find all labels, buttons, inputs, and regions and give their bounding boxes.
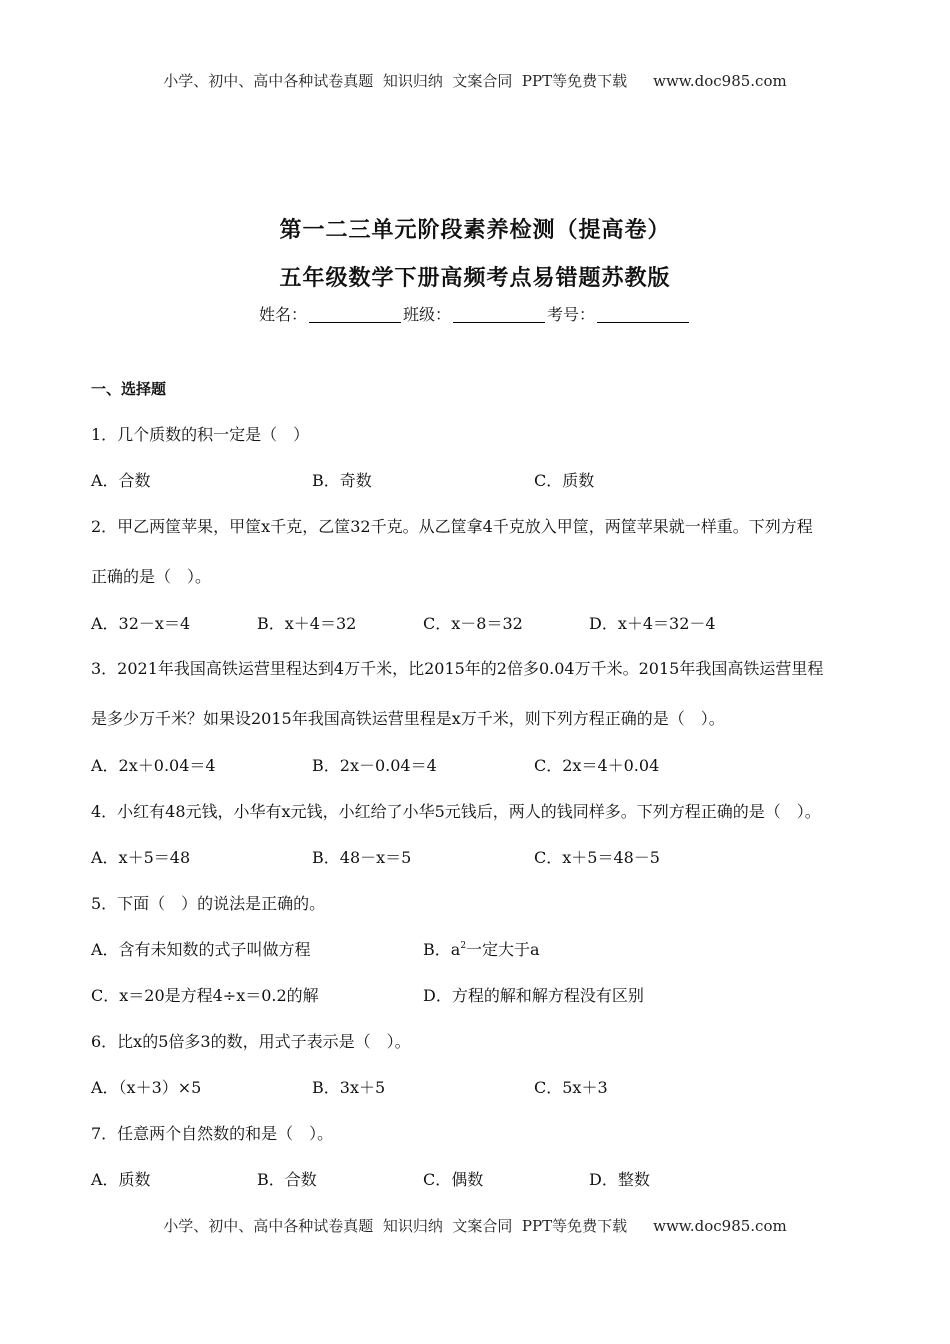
question-6-stem: 6．比x的5倍多3的数，用式子表示是（ ）。 — [91, 1032, 411, 1051]
page-header — [0, 70, 950, 91]
question-3-option-a: A．2x＋0.04＝4 — [91, 756, 216, 775]
question-2-option-b: B．x＋4＝32 — [257, 614, 357, 633]
name-label: 姓名： — [258, 305, 307, 324]
header-site-link[interactable]: www.doc985.com — [653, 72, 787, 90]
question-2-stem-line2: 正确的是（ ）。 — [91, 567, 212, 586]
question-6-option-a: A．（x＋3）×5 — [91, 1078, 202, 1097]
question-2-option-c: C．x－8＝32 — [423, 614, 523, 633]
exam-number-blank[interactable] — [597, 306, 689, 323]
class-blank[interactable] — [453, 306, 545, 323]
question-1-option-a: A．合数 — [91, 471, 151, 490]
question-7-option-b: B．合数 — [257, 1170, 317, 1189]
question-5-option-a: A．含有未知数的式子叫做方程 — [91, 940, 311, 959]
option-b-exponent: 2 — [460, 941, 467, 951]
question-3-stem-line2: 是多少万千米？如果设2015年我国高铁运营里程是x万千米，则下列方程正确的是（ ）。 — [91, 709, 725, 728]
question-3-option-b: B．2x－0.04＝4 — [312, 756, 437, 775]
question-6-option-b: B．3x＋5 — [312, 1078, 386, 1097]
question-7-option-d: D．整数 — [589, 1170, 650, 1189]
question-7-option-a: A．质数 — [91, 1170, 151, 1189]
footer-text: 小学、初中、高中各种试卷真题 知识归纳 文案合同 PPT等免费下载 — [163, 1217, 628, 1235]
question-4-option-a: A．x＋5＝48 — [91, 848, 191, 867]
question-3-stem-line1: 3．2021年我国高铁运营里程达到4万千米，比2015年的2倍多0.04万千米。2015年我国高铁运营里程 — [91, 659, 824, 678]
section-heading: 一、选择题 — [91, 380, 167, 398]
exam-title: 第一二三单元阶段素养检测（提高卷） — [279, 218, 671, 243]
question-7-option-c: C．偶数 — [423, 1170, 484, 1189]
exam-subtitle: 五年级数学下册高频考点易错题苏教版 — [279, 266, 671, 291]
class-label: 班级： — [402, 305, 451, 324]
question-2-option-a: A．32－x＝4 — [91, 614, 191, 633]
question-4-option-c: C．x＋5＝48－5 — [534, 848, 660, 867]
question-5-option-d: D．方程的解和解方程没有区别 — [423, 986, 644, 1005]
question-2-stem-line1: 2．甲乙两筐苹果，甲筐x千克，乙筐32千克。从乙筐拿4千克放入甲筐，两筐苹果就一样重。下列方程 — [91, 517, 813, 536]
exam-number-label: 考号： — [547, 305, 596, 324]
page-footer — [0, 1215, 950, 1236]
question-5-option-c: C．x＝20是方程4÷x＝0.2的解 — [91, 986, 319, 1005]
question-1-option-b: B．奇数 — [312, 471, 372, 490]
question-4-stem: 4．小红有48元钱，小华有x元钱，小红给了小华5元钱后，两人的钱同样多。下列方程正确的是（ ）。 — [91, 802, 821, 821]
question-5-stem: 5．下面（ ）的说法是正确的。 — [91, 894, 326, 913]
option-b-base: B．a — [423, 940, 461, 959]
header-text: 小学、初中、高中各种试卷真题 知识归纳 文案合同 PPT等免费下载 — [163, 72, 628, 90]
student-info-row — [0, 302, 950, 325]
question-1-stem: 1．几个质数的积一定是（ ） — [91, 425, 310, 444]
question-7-stem: 7．任意两个自然数的和是（ ）。 — [91, 1124, 334, 1143]
name-blank[interactable] — [309, 306, 401, 323]
option-b-rest: 一定大于a — [466, 940, 540, 959]
question-4-option-b: B．48－x＝5 — [312, 848, 412, 867]
question-2-option-d: D．x＋4＝32－4 — [589, 614, 716, 633]
footer-site-link[interactable]: www.doc985.com — [653, 1217, 787, 1235]
question-6-option-c: C．5x＋3 — [534, 1078, 608, 1097]
question-1-option-c: C．质数 — [534, 471, 595, 490]
question-3-option-c: C．2x＝4＋0.04 — [534, 756, 660, 775]
question-5-option-b — [423, 937, 540, 960]
